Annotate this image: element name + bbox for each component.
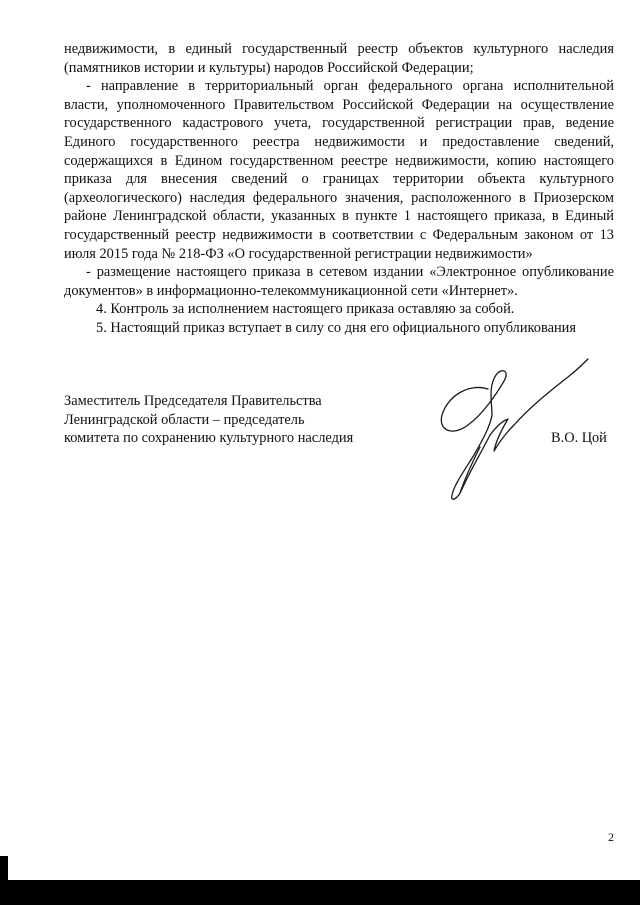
paragraph-notification: - направление в территориальный орган федерального органа исполнительной власти, уполномоченного Правительством Российской Федерации на осуществление государственного кадастрового учета, государственной регистрации прав, ведение Единого государственного реестра недвижимости и предоставление сведений, содержащихся в Едином государственном реестре недвижимости, копию настоящего приказа для внесения сведений о границах территории объекта культурного (археологического) наследия федерального значения, расположенного в Приозерском районе Ленинградской области, указанных в пункте 1 настоящего приказа, в Единый государственный реестр недвижимости в соответствии с Федеральным законом от 13 июля 2015 года № 218-ФЗ «О государственной регистрации недвижимости» <box>64 78 614 262</box>
signer-title-line-3: комитета по сохранению культурного наследия <box>64 430 354 447</box>
document-body <box>64 40 614 338</box>
scan-edge-mark <box>0 856 8 880</box>
paragraph-item-4: 4. Контроль за исполнением настоящего приказа оставляю за собой. <box>96 301 515 318</box>
scan-bottom-border <box>0 880 640 905</box>
signer-title-line-2: Ленинградской области – председатель <box>64 411 305 428</box>
signer-title-line-1: Заместитель Председателя Правительства <box>64 393 322 409</box>
paragraph-publication: - размещение настоящего приказа в сетевом издании «Электронное опубликование документов» в информационно-телекоммуникационной сети «Интернет». <box>64 264 614 299</box>
paragraph-continuation: недвижимости, в единый государственный реестр объектов культурного наследия (памятников истории и культуры) народов Российской Федерации; <box>64 41 614 76</box>
signature-block <box>64 392 353 448</box>
paragraph-item-5: 5. Настоящий приказ вступает в силу со дня его официального опубликования <box>96 319 577 336</box>
signer-name: В.О. Цой <box>551 430 607 446</box>
page-number: 2 <box>608 830 614 844</box>
